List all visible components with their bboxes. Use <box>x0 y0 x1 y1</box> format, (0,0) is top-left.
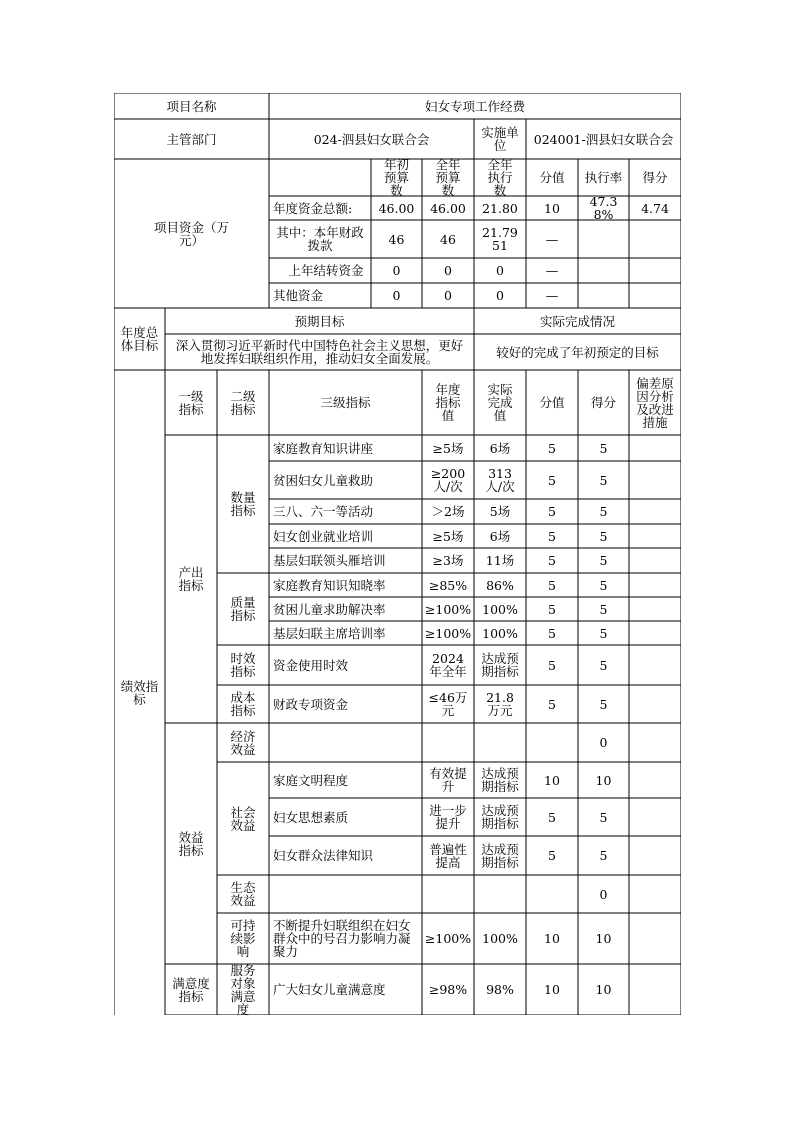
indicator-actual: 313人/次 <box>485 466 515 494</box>
indicator-value: 5 <box>548 696 556 712</box>
indicator-value: 5 <box>548 553 556 568</box>
funds-header-rate: 执行率 <box>584 170 623 185</box>
indicator-note <box>629 645 681 685</box>
indicator-name: 三八、六一等活动 <box>273 504 374 519</box>
funds-cell: 46.00 <box>430 200 466 216</box>
funds-row-label: 上年结转资金 <box>288 263 364 278</box>
project-name-value: 妇女专项工作经费 <box>424 98 525 114</box>
funds-cell: 0 <box>444 263 452 278</box>
indicator-note <box>629 964 681 1015</box>
indicator-name: 家庭教育知识知晓率 <box>273 577 386 593</box>
dept-value: 024-泗县妇女联合会 <box>313 131 430 147</box>
indicator-note <box>629 548 681 573</box>
indicator-score: 5 <box>599 440 608 456</box>
indicator-value: 10 <box>544 931 560 946</box>
level1-benefit: 效益指标 <box>178 829 204 858</box>
indicator-actual: 5场 <box>489 504 511 519</box>
funds-cell <box>629 258 681 283</box>
indicator-value: 5 <box>548 577 556 593</box>
funds-label: 项目资金（万元） <box>153 219 229 248</box>
perf-header-score: 得分 <box>590 395 616 410</box>
indicator-note <box>629 621 681 645</box>
indicator-actual <box>474 723 526 762</box>
funds-cell: 46 <box>388 231 405 247</box>
indicator-score: 5 <box>599 553 608 568</box>
indicator-actual: 6场 <box>489 528 511 544</box>
indicator-name: 贫困妇女儿童救助 <box>273 472 374 488</box>
funds-cell: — <box>545 288 559 303</box>
indicator-note <box>629 524 681 548</box>
indicator-note <box>629 762 681 798</box>
indicator-target: ≥98% <box>428 982 468 997</box>
indicator-score: 5 <box>599 848 608 863</box>
indicator-note <box>629 499 681 524</box>
indicator-actual: 86% <box>486 577 514 593</box>
indicator-score: 5 <box>599 657 608 673</box>
indicator-value: 5 <box>548 848 556 863</box>
perf-header-level1: 一级指标 <box>178 388 204 417</box>
perf-header-level3: 三级指标 <box>320 395 371 410</box>
funds-cell: 47.38% <box>589 194 618 222</box>
funds-header-executed: 全年执行数 <box>487 157 513 198</box>
funds-cell: 46.00 <box>378 200 415 216</box>
funds-cell: — <box>545 231 559 247</box>
indicator-actual: 100% <box>482 601 518 617</box>
indicator-score: 5 <box>599 528 608 544</box>
indicator-name: 不断提升妇联组织在妇女群众中的号召力影响力凝聚力 <box>273 918 411 959</box>
indicator-note <box>629 875 681 913</box>
funds-row-label: 年度资金总额: <box>273 200 353 216</box>
dept-label: 主管部门 <box>166 131 217 147</box>
goals-label: 年度总体目标 <box>120 325 159 353</box>
level2-quantity: 数量指标 <box>230 490 256 518</box>
funds-cell: 0 <box>392 263 401 278</box>
funds-cell: 21.7951 <box>482 225 518 253</box>
impl-label: 实施单位 <box>481 125 519 153</box>
indicator-score: 0 <box>599 735 608 750</box>
indicator-note <box>629 836 681 875</box>
indicator-name: 广大妇女儿童满意度 <box>273 982 386 997</box>
indicator-target: ≥5场 <box>432 528 464 544</box>
level1-satisfaction: 满意度指标 <box>172 975 210 1004</box>
level2-quality: 质量指标 <box>230 595 256 623</box>
indicator-target: ≥5场 <box>432 440 464 456</box>
funds-cell: 21.80 <box>482 200 518 216</box>
actual-goal-text: 较好的完成了年初预定的目标 <box>496 344 659 360</box>
indicator-value <box>526 875 578 913</box>
level2-service-satisfaction: 服务对象满意度 <box>230 962 256 1017</box>
funds-header-annual: 全年预算数 <box>435 157 461 198</box>
indicator-target <box>422 875 474 913</box>
indicator-target: ≥100% <box>424 601 472 617</box>
indicator-name: 资金使用时效 <box>273 657 349 673</box>
indicator-note <box>629 435 681 461</box>
indicator-score: 5 <box>599 504 608 519</box>
perf-header-target: 年度指标值 <box>435 382 461 423</box>
funds-cell <box>578 220 629 258</box>
indicator-target <box>422 723 474 762</box>
indicator-note <box>629 597 681 621</box>
funds-cell: 4.74 <box>641 200 669 216</box>
indicator-target: 有效提升 <box>429 766 467 794</box>
indicator-target: ≥85% <box>428 577 468 593</box>
perf-header-value: 分值 <box>539 395 565 410</box>
perf-label: 绩效指标 <box>120 678 159 707</box>
indicator-value: 5 <box>548 809 556 825</box>
funds-header-score: 得分 <box>642 170 668 185</box>
perf-header-note: 偏差原因分析及改进措施 <box>636 375 674 430</box>
funds-row-label: 其中：本年财政拨款 <box>276 225 364 253</box>
indicator-value: 5 <box>548 657 556 673</box>
funds-cell: 10 <box>544 200 560 216</box>
project-name-label: 项目名称 <box>166 98 217 114</box>
indicator-note <box>629 913 681 964</box>
funds-cell <box>578 258 629 283</box>
indicator-actual: 100% <box>482 625 518 641</box>
indicator-score: 5 <box>599 696 608 712</box>
funds-cell: 46 <box>440 231 456 247</box>
funds-cell: 0 <box>496 288 504 303</box>
indicator-name: 家庭教育知识讲座 <box>273 440 374 456</box>
indicator-name: 妇女群众法律知识 <box>273 848 374 863</box>
level2-timeliness: 时效指标 <box>230 651 256 679</box>
indicator-actual: 达成预期指标 <box>481 803 519 831</box>
indicator-target: 2024年全年 <box>429 651 467 679</box>
funds-header-initial: 年初预算数 <box>383 157 409 198</box>
indicator-score: 5 <box>599 601 608 617</box>
indicator-value: 5 <box>548 601 556 617</box>
indicator-target: ≥200人/次 <box>430 466 466 494</box>
indicator-score: 10 <box>595 982 612 997</box>
indicator-name: 妇女思想素质 <box>273 809 349 825</box>
indicator-name: 财政专项资金 <box>273 696 349 712</box>
indicator-score: 5 <box>599 577 608 593</box>
indicator-target: 普遍性提高 <box>429 841 467 870</box>
indicator-value: 5 <box>548 504 556 519</box>
indicator-name: 妇女创业就业培训 <box>273 528 374 544</box>
indicator-actual: 6场 <box>489 440 511 456</box>
funds-cell <box>629 283 681 308</box>
indicator-value: 5 <box>548 528 556 544</box>
indicator-note <box>629 798 681 836</box>
indicator-name: 基层妇联领头雁培训 <box>273 553 386 568</box>
indicator-value: 5 <box>548 440 556 456</box>
funds-cell: 0 <box>496 263 504 278</box>
indicator-score: 10 <box>595 772 612 788</box>
indicator-value: 5 <box>548 472 556 488</box>
indicator-actual: 达成预期指标 <box>481 841 519 870</box>
indicator-score: 5 <box>599 809 608 825</box>
level1-output: 产出指标 <box>178 565 204 593</box>
funds-header-score-value: 分值 <box>539 170 565 185</box>
funds-row-label: 其他资金 <box>273 288 324 303</box>
indicator-actual: 11场 <box>485 553 515 568</box>
indicator-value: 10 <box>544 982 560 997</box>
indicator-target: ＞2场 <box>431 504 465 519</box>
indicator-target: 进一步提升 <box>429 803 467 831</box>
indicator-actual <box>474 875 526 913</box>
indicator-target: ≥100% <box>424 931 472 946</box>
indicator-score: 5 <box>599 472 608 488</box>
indicator-name: 贫困儿童求助解决率 <box>273 601 386 617</box>
indicator-note <box>629 461 681 499</box>
indicator-actual: 达成预期指标 <box>481 651 519 679</box>
actual-goal-header: 实际完成情况 <box>539 313 615 329</box>
indicator-note <box>629 573 681 597</box>
indicator-score: 0 <box>599 886 608 902</box>
indicator-target: ≤46万元 <box>428 690 468 718</box>
indicator-name: 家庭文明程度 <box>273 772 349 788</box>
funds-cell: 0 <box>392 288 401 303</box>
indicator-name: 基层妇联主席培训率 <box>273 625 386 641</box>
funds-cell: 0 <box>444 288 452 303</box>
level2-cost: 成本指标 <box>230 690 256 718</box>
indicator-score: 10 <box>595 931 612 946</box>
level2-social: 社会效益 <box>230 804 256 833</box>
expected-goal-text: 深入贯彻习近平新时代中国特色社会主义思想，更好地发挥妇联组织作用，推动妇女全面发展。 <box>175 338 464 366</box>
indicator-name <box>269 875 422 913</box>
expected-goal-header: 预期目标 <box>294 313 345 329</box>
funds-cell <box>578 283 629 308</box>
indicator-note <box>629 685 681 723</box>
level2-economic: 经济效益 <box>230 728 256 757</box>
indicator-actual: 达成预期指标 <box>481 766 519 794</box>
indicator-target: ≥100% <box>424 625 472 641</box>
indicator-actual: 100% <box>482 931 518 946</box>
indicator-score: 5 <box>599 625 608 641</box>
indicator-actual: 21.8万元 <box>486 690 514 718</box>
impl-value: 024001-泗县妇女联合会 <box>533 131 674 147</box>
perf-header-actual: 实际完成值 <box>487 382 513 423</box>
indicator-value: 10 <box>544 772 560 788</box>
funds-cell: — <box>545 263 559 278</box>
level2-ecological: 生态效益 <box>230 880 256 908</box>
level2-sustainable: 可持续影响 <box>230 918 256 959</box>
indicator-value: 5 <box>548 625 556 641</box>
indicator-name <box>269 723 422 762</box>
indicator-value <box>526 723 578 762</box>
indicator-note <box>629 723 681 762</box>
indicator-target: ≥3场 <box>432 553 464 568</box>
indicator-actual: 98% <box>486 982 514 997</box>
funds-cell <box>629 220 681 258</box>
perf-header-level2: 二级指标 <box>230 388 256 417</box>
